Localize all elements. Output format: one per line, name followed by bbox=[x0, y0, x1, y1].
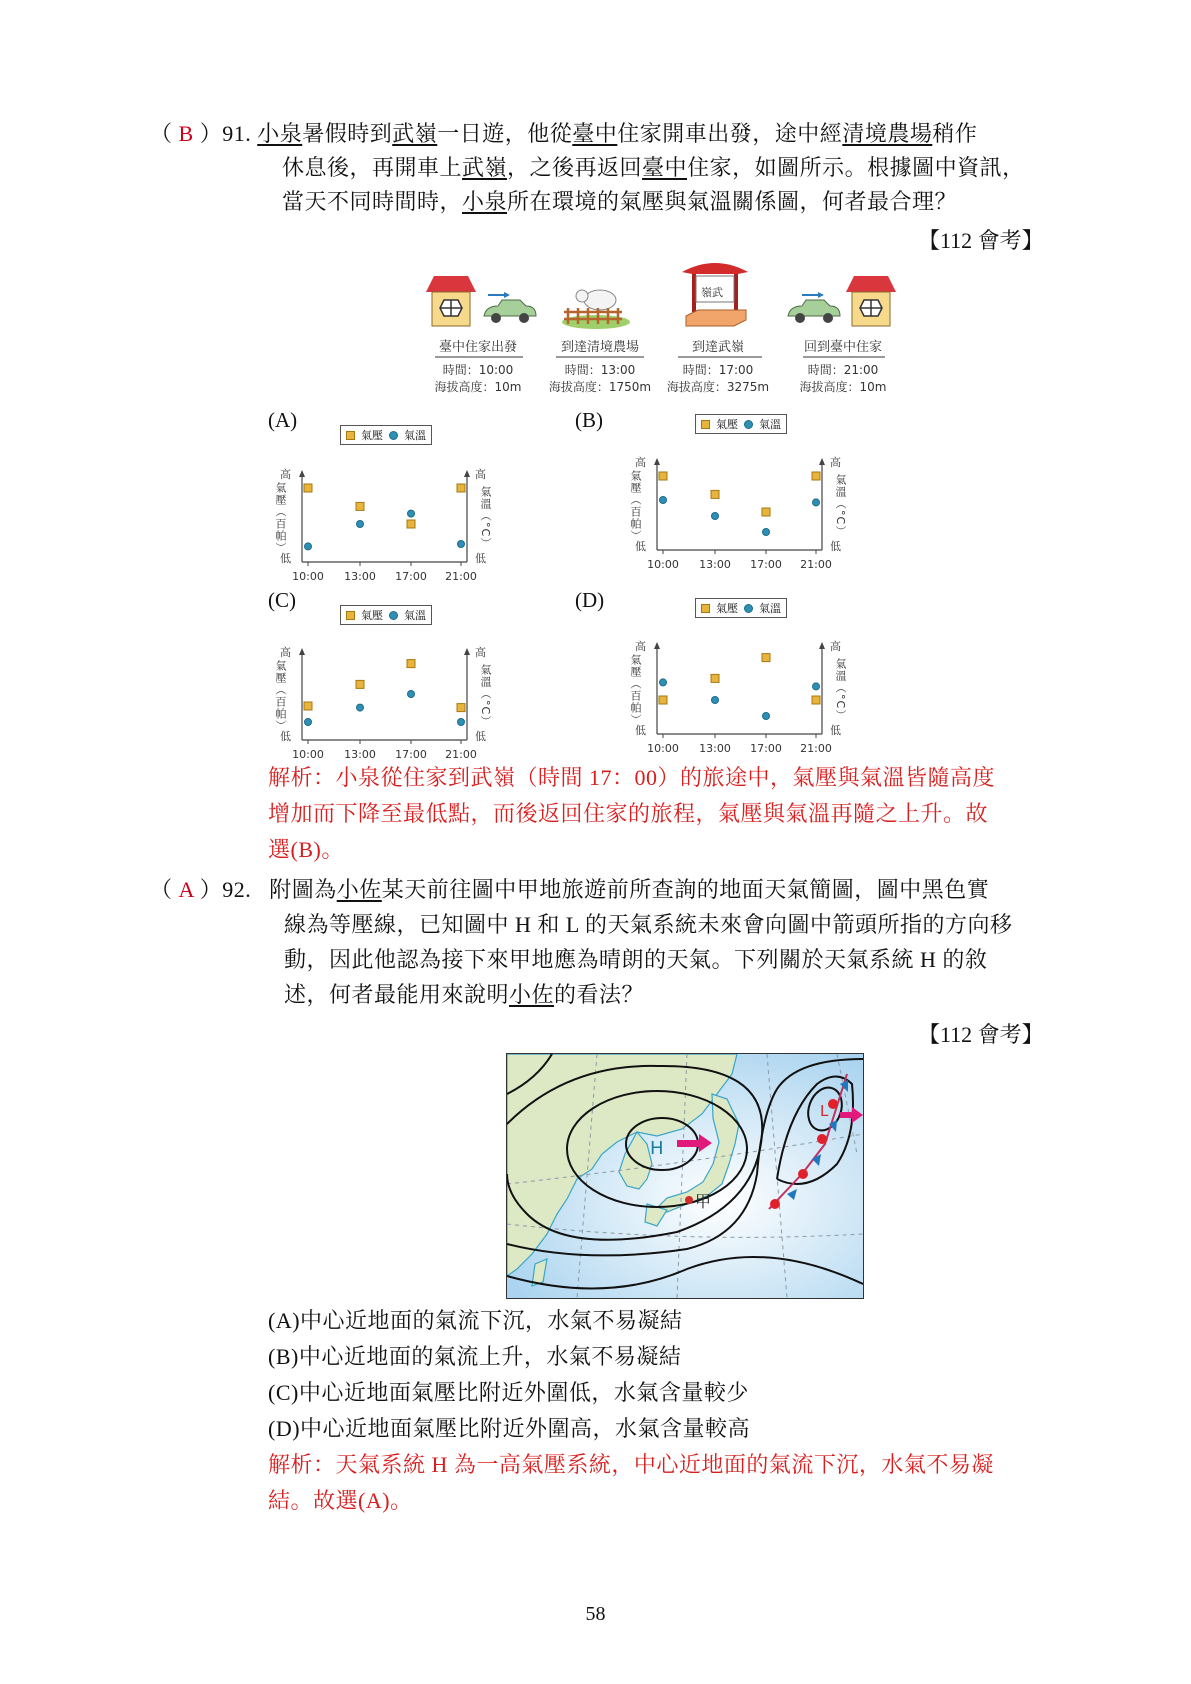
text: ，之後再返回 bbox=[507, 155, 643, 180]
answer-paren-close: ） bbox=[193, 877, 223, 902]
journey-time-2: 時間：13:00 bbox=[564, 363, 636, 377]
q91-number: 91. bbox=[222, 121, 252, 146]
journey-time-3: 時間：17:00 bbox=[682, 363, 754, 377]
y-low-right: 低 bbox=[475, 730, 486, 743]
y-high-right: 高 bbox=[475, 468, 486, 481]
y-low-left: 低 bbox=[635, 724, 646, 737]
answer-paren-open: （ bbox=[150, 121, 179, 146]
text: 的看法？ bbox=[554, 982, 645, 1007]
chart-legend bbox=[695, 598, 787, 618]
journey-time-1: 時間：10:00 bbox=[442, 363, 514, 377]
car-icon bbox=[786, 292, 842, 328]
journey-alt-1: 海拔高度：10m bbox=[434, 380, 522, 394]
q92-line-1 bbox=[150, 872, 989, 908]
chart-option-b bbox=[625, 418, 855, 586]
y-left-label: 氣壓（百帕） bbox=[274, 660, 287, 732]
y-low-right: 低 bbox=[830, 540, 841, 553]
x-tick-label: 17:00 bbox=[395, 570, 427, 583]
legend-temp: 氣溫 bbox=[759, 418, 781, 431]
chart-option-c bbox=[270, 609, 500, 776]
legend-pressure: 氣壓 bbox=[361, 609, 383, 622]
text: 所在環境的氣壓與氣溫關係圖，何者最合理？ bbox=[507, 189, 958, 214]
x-tick-label: 17:00 bbox=[395, 748, 427, 761]
pressure-square-icon bbox=[701, 420, 710, 429]
y-right-label: 氣溫（°C） bbox=[834, 658, 847, 722]
x-tick-label: 10:00 bbox=[647, 558, 679, 571]
choice-c: (C)中心近地面氣壓比附近外圍低，水氣含量較少 bbox=[268, 1380, 749, 1405]
choice-a: (A)中心近地面的氣流下沉，水氣不易凝結 bbox=[268, 1308, 683, 1333]
q91-analysis-3: 選(B)。 bbox=[268, 837, 344, 862]
proper-noun: 武嶺 bbox=[392, 121, 438, 146]
x-tick-label: 13:00 bbox=[344, 748, 376, 761]
y-left-label: 氣壓（百帕） bbox=[274, 482, 287, 554]
x-tick-label: 13:00 bbox=[344, 570, 376, 583]
proper-noun: 武嶺 bbox=[462, 155, 508, 180]
journey-time-4: 時間：21:00 bbox=[807, 363, 879, 377]
legend-temp: 氣溫 bbox=[404, 609, 426, 622]
journey-stop-3: 到達武嶺 bbox=[691, 340, 745, 355]
q91-line-1 bbox=[150, 116, 977, 152]
y-high-right: 高 bbox=[830, 640, 841, 653]
gate-sign: 嶺武 bbox=[701, 286, 723, 299]
y-low-right: 低 bbox=[475, 552, 486, 565]
q92-analysis-1: 解析：天氣系統 H 為一高氣壓系統，中心近地面的氣流下沉，水氣不易凝 bbox=[268, 1452, 994, 1477]
divider bbox=[556, 356, 644, 358]
divider bbox=[803, 356, 885, 358]
text: 住家，如圖所示。根據圖中資訊， bbox=[687, 155, 1025, 180]
x-tick-label: 21:00 bbox=[445, 748, 477, 761]
proper-noun: 臺中 bbox=[572, 121, 618, 146]
option-d-label: (D) bbox=[575, 588, 605, 612]
text: 住家開車出發，途中經 bbox=[617, 121, 843, 146]
y-high-left: 高 bbox=[280, 468, 291, 481]
x-tick-label: 10:00 bbox=[647, 742, 679, 755]
answer-paren-close: ） bbox=[193, 121, 223, 146]
car-icon bbox=[482, 292, 538, 328]
journey-stop-2: 到達清境農場 bbox=[560, 340, 640, 355]
q92-answer: A bbox=[178, 877, 194, 902]
answer-paren-open: （ bbox=[150, 877, 179, 902]
y-right-label: 氣溫（°C） bbox=[479, 486, 492, 550]
choice-d: (D)中心近地面氣壓比附近外圍高，水氣含量較高 bbox=[268, 1416, 751, 1441]
q92-line-2: 線為等壓線，已知圖中 H 和 L 的天氣系統未來會向圖中箭頭所指的方向移 bbox=[284, 912, 1013, 937]
pressure-square-icon bbox=[346, 431, 355, 440]
pressure-square-icon bbox=[701, 604, 710, 613]
sheep-farm-icon bbox=[560, 282, 632, 330]
q91-analysis-2: 增加而下降至最低點，而後返回住家的旅程，氣壓與氣溫再隨之上升。故 bbox=[268, 801, 989, 826]
y-low-left: 低 bbox=[635, 540, 646, 553]
y-left-label: 氣壓（百帕） bbox=[629, 470, 642, 542]
q92-source: 【112 會考】 bbox=[918, 1022, 1044, 1047]
x-tick-label: 17:00 bbox=[750, 742, 782, 755]
chart-legend bbox=[340, 425, 432, 445]
q92-number: 92. bbox=[222, 877, 252, 902]
temperature-dot-icon bbox=[389, 431, 398, 440]
option-a-label: (A) bbox=[268, 408, 298, 432]
q92-line-3: 動，因此他認為接下來甲地應為晴朗的天氣。下列關於天氣系統 H 的敘 bbox=[284, 947, 988, 972]
text: 休息後，再開車上 bbox=[282, 155, 463, 180]
divider bbox=[678, 356, 762, 358]
proper-noun: 小泉 bbox=[462, 189, 508, 214]
proper-noun: 臺中 bbox=[642, 155, 688, 180]
chart-axes bbox=[625, 436, 855, 566]
proper-noun: 小泉 bbox=[257, 121, 303, 146]
journey-alt-4: 海拔高度：10m bbox=[799, 380, 887, 394]
y-high-right: 高 bbox=[830, 456, 841, 469]
chart-legend bbox=[340, 605, 432, 625]
choice-b: (B)中心近地面的氣流上升，水氣不易凝結 bbox=[268, 1344, 682, 1369]
x-tick-label: 21:00 bbox=[445, 570, 477, 583]
chart-option-a bbox=[270, 429, 500, 598]
q91-source: 【112 會考】 bbox=[918, 228, 1044, 253]
x-tick-label: 13:00 bbox=[699, 742, 731, 755]
chart-option-d bbox=[625, 602, 855, 770]
x-tick-label: 21:00 bbox=[800, 742, 832, 755]
chart-axes bbox=[270, 448, 500, 578]
legend-pressure: 氣壓 bbox=[716, 602, 738, 615]
y-low-left: 低 bbox=[280, 730, 291, 743]
proper-noun: 小佐 bbox=[509, 982, 555, 1007]
y-right-label: 氣溫（°C） bbox=[479, 664, 492, 728]
y-high-left: 高 bbox=[635, 456, 646, 469]
x-tick-label: 10:00 bbox=[292, 748, 324, 761]
text: 述，何者最能用來說明 bbox=[284, 982, 510, 1007]
pressure-square-icon bbox=[346, 611, 355, 620]
q91-answer: B bbox=[178, 121, 194, 146]
y-right-label: 氣溫（°C） bbox=[834, 474, 847, 538]
divider bbox=[435, 356, 523, 358]
journey-alt-2: 海拔高度：1750m bbox=[548, 380, 652, 394]
page-number: 58 bbox=[585, 1603, 606, 1625]
journey-stop-1: 臺中住家出發 bbox=[438, 340, 518, 355]
q92-analysis-2: 結。故選(A)。 bbox=[268, 1488, 413, 1513]
y-high-left: 高 bbox=[635, 640, 646, 653]
text: 附圖為 bbox=[269, 877, 337, 902]
y-high-left: 高 bbox=[280, 646, 291, 659]
legend-pressure: 氣壓 bbox=[361, 429, 383, 442]
house-icon bbox=[844, 274, 898, 328]
chart-legend bbox=[695, 414, 787, 434]
option-c-label: (C) bbox=[268, 588, 296, 612]
y-left-label: 氣壓（百帕） bbox=[629, 654, 642, 726]
x-tick-label: 10:00 bbox=[292, 570, 324, 583]
weather-map bbox=[506, 1053, 864, 1299]
legend-pressure: 氣壓 bbox=[716, 418, 738, 431]
temperature-dot-icon bbox=[389, 611, 398, 620]
text: 當天不同時間時， bbox=[282, 189, 463, 214]
q91-line-2 bbox=[282, 150, 1025, 186]
chart-axes bbox=[270, 626, 500, 756]
q91-analysis-1: 解析：小泉從住家到武嶺（時間 17：00）的旅途中，氣壓與氣溫皆隨高度 bbox=[268, 765, 996, 790]
text: 稍作 bbox=[932, 121, 978, 146]
x-tick-label: 13:00 bbox=[699, 558, 731, 571]
place-jia-label: 甲 bbox=[695, 1192, 712, 1211]
y-low-right: 低 bbox=[830, 724, 841, 737]
journey-stop-4: 回到臺中住家 bbox=[803, 340, 883, 355]
chart-axes bbox=[625, 620, 855, 750]
option-b-label: (B) bbox=[575, 408, 603, 432]
q92-line-4 bbox=[284, 977, 644, 1013]
high-pressure-label: H bbox=[650, 1138, 664, 1159]
y-low-left: 低 bbox=[280, 552, 291, 565]
house-icon bbox=[424, 274, 478, 328]
legend-temp: 氣溫 bbox=[404, 429, 426, 442]
low-pressure-label: L bbox=[820, 1102, 829, 1120]
proper-noun: 清境農場 bbox=[842, 121, 933, 146]
proper-noun: 小佐 bbox=[336, 877, 382, 902]
text: 暑假時到 bbox=[302, 121, 393, 146]
x-tick-label: 21:00 bbox=[800, 558, 832, 571]
x-tick-label: 17:00 bbox=[750, 558, 782, 571]
text: 某天前往圖中甲地旅遊前所查詢的地面天氣簡圖，圖中黑色實 bbox=[381, 877, 990, 902]
weather-map-svg bbox=[507, 1054, 863, 1298]
y-high-right: 高 bbox=[475, 646, 486, 659]
text: 一日遊，他從 bbox=[437, 121, 573, 146]
legend-temp: 氣溫 bbox=[759, 602, 781, 615]
temperature-dot-icon bbox=[744, 420, 753, 429]
q91-line-3 bbox=[282, 184, 957, 220]
journey-alt-3: 海拔高度：3275m bbox=[666, 380, 770, 394]
temperature-dot-icon bbox=[744, 604, 753, 613]
